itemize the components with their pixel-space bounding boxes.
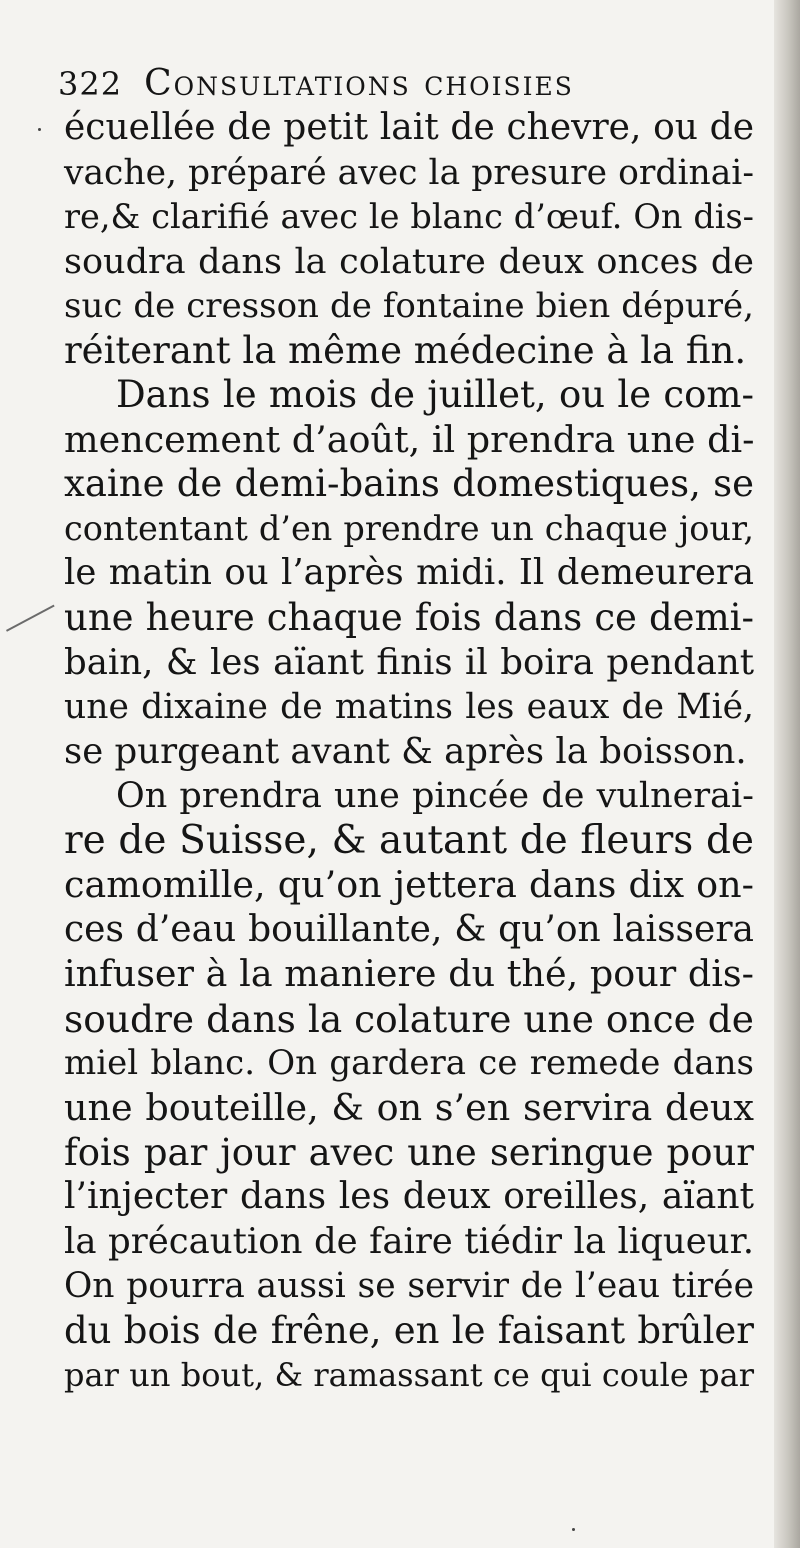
body-text [64, 106, 754, 1398]
text-line: du bois de frêne, en le faisant brûler [64, 1308, 754, 1352]
text-line: fois par jour avec une seringue pour [64, 1130, 754, 1174]
text-line: par un bout, & ramassant ce qui coule par [64, 1356, 754, 1395]
text-line: infuser à la maniere du thé, pour dis- [64, 952, 754, 996]
text-line: la précaution de faire tiédir la liqueur. [64, 1220, 754, 1262]
text-line: vache, préparé avec la presure ordinai- [64, 152, 754, 193]
text-line: camomille, qu’on jettera dans dix on- [64, 863, 754, 907]
text-line: Dans le mois de juillet, ou le com- [116, 373, 754, 417]
text-line: écuellée de petit lait de chevre, ou de [64, 107, 754, 148]
page-number: 322 [58, 65, 123, 103]
page-binding-edge [774, 0, 800, 1548]
text-line: bain, & les aïant finis il boira pendant [64, 641, 754, 683]
text-line: miel blanc. On gardera ce remede dans [64, 1043, 754, 1084]
text-line: une heure chaque fois dans ce demi- [64, 596, 754, 640]
text-line: re,& clarifié avec le blanc d’œuf. On dis- [64, 197, 754, 237]
text-line: ces d’eau bouillante, & qu’on laissera [64, 908, 754, 950]
margin-ink-mark [6, 605, 67, 655]
text-line: soudra dans la colature deux onces de [64, 241, 754, 282]
text-line: xaine de demi-bains domestiques, se [64, 462, 754, 506]
text-line: le matin ou l’après midi. Il demeurera [64, 552, 754, 594]
text-line: suc de cresson de fontaine bien dépuré, [64, 286, 754, 327]
running-title: Consultations choisies [144, 63, 574, 104]
text-line: soudre dans la colature une once de [64, 996, 754, 1041]
ink-speck [38, 128, 41, 131]
text-line: contentant d’en prendre un chaque jour, [64, 508, 754, 548]
text-line: une dixaine de matins les eaux de Mié, [64, 687, 754, 728]
running-header [58, 62, 658, 106]
text-line: l’injecter dans les deux oreilles, aïant [64, 1176, 754, 1218]
text-line: une bouteille, & on s’en servira deux [64, 1086, 754, 1130]
ink-speck [572, 1528, 575, 1531]
text-line: On prendra une pincée de vulnerai- [116, 776, 754, 817]
text-line: re de Suisse, & autant de fleurs de [64, 817, 754, 863]
text-line: se purgeant avant & après la boisson. [64, 730, 747, 772]
text-line: mencement d’août, il prendra une di- [64, 417, 755, 461]
text-line: réiterant la même médecine à la fin. [64, 328, 747, 372]
text-line: On pourra aussi se servir de l’eau tirée [64, 1266, 754, 1307]
